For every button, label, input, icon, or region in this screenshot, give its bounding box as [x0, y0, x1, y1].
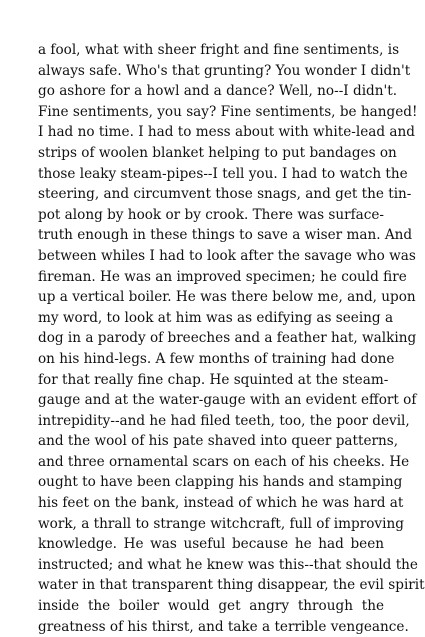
text-line-18: gauge and at the water-gauge with an evident effort of — [38, 392, 417, 409]
text-line-4: Fine sentiments, you say? Fine sentiments, be hanged! — [38, 103, 418, 120]
text-line-17: for that really fine chap. He squinted at the steam- — [38, 371, 389, 388]
text-line-5: I had no time. I had to mess about with white-lead and — [38, 124, 415, 141]
text-line-27: water in that transparent thing disappear, the evil spirit — [38, 577, 425, 594]
text-line-14: my word, to look at him was as edifying as seeing a — [38, 309, 394, 326]
text-line-10: truth enough in these things to save a wiser man. And — [38, 227, 413, 244]
text-line-7: those leaky steam-pipes--I tell you. I had to watch the — [38, 165, 408, 182]
text-line-22: ought to have been clapping his hands and stamping — [38, 474, 403, 491]
text-line-24: work, a thrall to strange witchcraft, full of improving — [38, 515, 404, 532]
text-line-9: pot along by hook or by crook. There was surface- — [38, 206, 384, 223]
body-paragraph — [38, 40, 425, 637]
text-line-25: knowledge. He was useful because he had been — [38, 536, 384, 553]
text-line-20: and the wool of his pate shaved into queer patterns, — [38, 433, 399, 450]
text-line-28: inside the boiler would get angry through the — [38, 598, 384, 615]
text-line-26: instructed; and what he knew was this--that should the — [38, 556, 418, 573]
text-line-1: a fool, what with sheer fright and fine sentiments, is — [38, 42, 400, 58]
text-line-12: fireman. He was an improved specimen; he could fire — [38, 268, 407, 285]
text-line-13: up a vertical boiler. He was there below me, and, upon — [38, 289, 416, 306]
text-line-16: on his hind-legs. A few months of training had done — [38, 350, 395, 367]
text-line-15: dog in a parody of breeches and a feather hat, walking — [38, 330, 417, 347]
text-line-29: greatness of his thirst, and take a terrible vengeance. — [38, 618, 409, 635]
text-line-23: his feet on the bank, instead of which he was hard at — [38, 495, 404, 512]
text-line-2: always safe. Who's that grunting? You wonder I didn't — [38, 62, 411, 79]
text-line-11: between whiles I had to look after the savage who was — [38, 247, 416, 264]
text-line-21: and three ornamental scars on each of his cheeks. He — [38, 453, 410, 470]
text-line-8: steering, and circumvent those snags, and get the tin- — [38, 186, 412, 203]
text-line-6: strips of woolen blanket helping to put bandages on — [38, 144, 397, 161]
text-line-3: go ashore for a howl and a dance? Well, no--I didn't. — [38, 83, 398, 100]
text-line-19: intrepidity--and he had filed teeth, too, the poor devil, — [38, 412, 410, 429]
